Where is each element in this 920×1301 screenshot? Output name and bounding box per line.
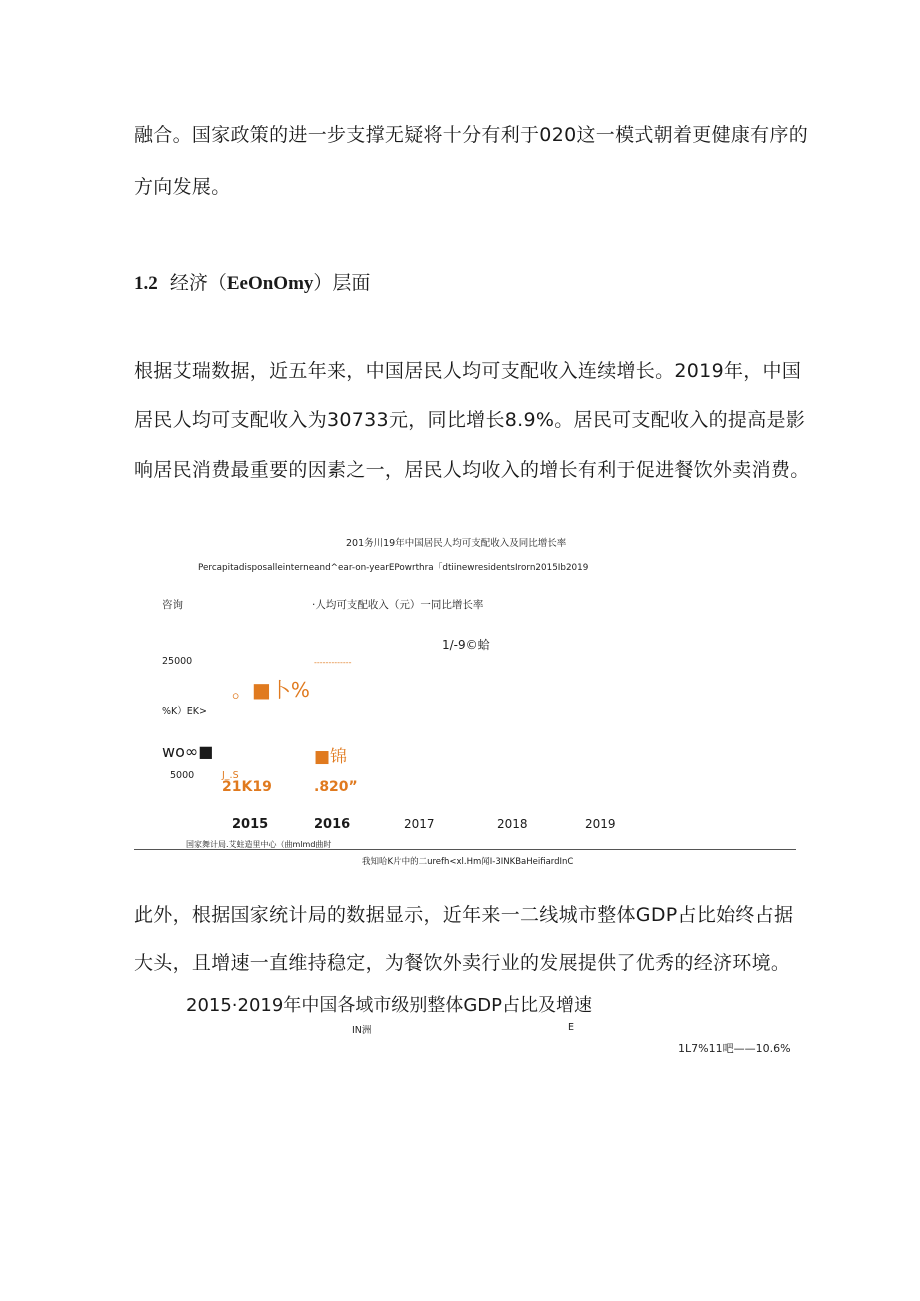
paragraph-1-line-1: 融合。国家政策的进一步支撑无疑将十分有利于020这一模式朝着更健康有序的 bbox=[134, 124, 809, 146]
section-title-prefix: 经济（ bbox=[169, 272, 227, 294]
chart1-dashes: ------------- bbox=[314, 658, 352, 667]
paragraph-2-line-2: 居民人均可支配收入为30733元，同比增长8.9%。居民可支配收入的提高是影 bbox=[134, 409, 806, 431]
paragraph-3-line-2: 大头，且增速一直维持稳定，为餐饮外卖行业的发展提供了优秀的经济环境。 bbox=[134, 952, 791, 974]
chart1-y-25000: 25000 bbox=[162, 656, 193, 667]
chart1-year-2017: 2017 bbox=[404, 817, 435, 831]
chart1-legend: ·人均可支配收入（元）一同比增长率 bbox=[312, 599, 484, 611]
chart1-year-2018: 2018 bbox=[497, 817, 528, 831]
chart1-left-label: 咨询 bbox=[162, 599, 183, 611]
chart1-year-2019: 2019 bbox=[585, 817, 616, 831]
chart2-label-e: E bbox=[568, 1022, 575, 1033]
chart1-subtitle: Percapitadisposalleinterneand^ear-on-yearEPowrthra「dtiinewresidentsIrorn2015Ib2019 bbox=[198, 563, 589, 573]
paragraph-3-line-1: 此外，根据国家统计局的数据显示，近年来一二线城市整体GDP占比始终占据 bbox=[134, 904, 794, 926]
chart1-divider bbox=[134, 849, 796, 850]
chart2-title: 2015·2019年中国各域市级别整体GDP占比及增速 bbox=[186, 995, 593, 1016]
chart2-label-in: IN洲 bbox=[352, 1025, 372, 1036]
chart1-wo-text: wo∞■ bbox=[162, 742, 214, 761]
paragraph-2-line-1: 根据艾瑞数据，近五年来，中国居民人均可支配收入连续增长。2019年，中国 bbox=[134, 360, 802, 382]
chart1-js-label: J_.S bbox=[222, 770, 239, 781]
chart1-wo-label bbox=[162, 742, 213, 761]
chart1-source-bottom: 我知哈K片中的二urefh<xl.Hm闻I-3INKBaHeifiardInC bbox=[362, 857, 574, 867]
chart1-title: 201务川19年中国居民人均可支配收入及同比增长率 bbox=[346, 538, 567, 549]
section-title-en: EeOnOmy bbox=[226, 273, 314, 294]
section-title-suffix: ）层面 bbox=[313, 272, 371, 294]
chart1-jin-label: ■锦 bbox=[314, 747, 348, 767]
chart1-annotation-pct: 。■卜% bbox=[232, 678, 310, 702]
section-heading bbox=[134, 268, 370, 295]
chart1-value-2015: 21K19 bbox=[222, 779, 272, 795]
paragraph-2-line-3: 响居民消费最重要的因素之一，居民人均收入的增长有利于促进餐饮外卖消费。 bbox=[134, 459, 810, 481]
chart1-source-left: 国家舞计局.艾蛀造里中心（曲mlmd曲时 bbox=[186, 840, 332, 849]
chart1-year-2016: 2016 bbox=[314, 817, 351, 832]
chart1-annotation-top-right: 1/-9©蛤 bbox=[442, 638, 490, 652]
chart1-y-pctk: %K）EK> bbox=[162, 706, 207, 717]
chart1-year-2015: 2015 bbox=[232, 817, 269, 832]
paragraph-1-line-2: 方向发展。 bbox=[134, 176, 231, 198]
chart1-y-5000: 5000 bbox=[170, 770, 195, 781]
chart2-values: 1L7%11吧——10.6% bbox=[678, 1042, 791, 1055]
section-number: 1.2 bbox=[134, 273, 158, 294]
chart1-value-2016: .820” bbox=[314, 779, 358, 795]
